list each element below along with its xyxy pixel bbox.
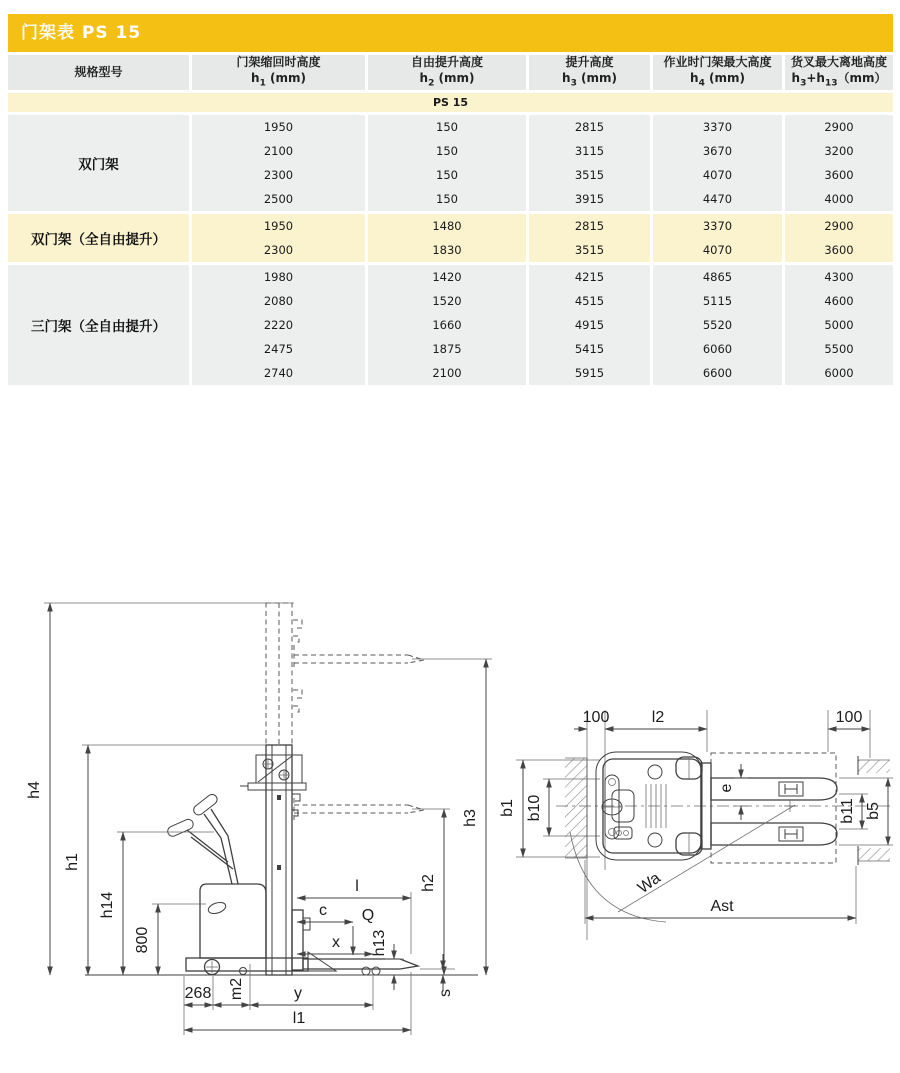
header-row xyxy=(8,55,893,90)
value-cell: 2475 xyxy=(189,337,365,361)
table-row xyxy=(8,211,893,238)
value-cell: 1950 xyxy=(189,211,365,238)
value-cell: 150 xyxy=(365,139,526,163)
dim-h2 xyxy=(412,809,450,975)
value-cell: 4915 xyxy=(526,313,650,337)
col-header-label: 自由提升高度 xyxy=(410,55,483,70)
dim-label-100-left: 100 xyxy=(582,709,610,726)
col-header-spec-model xyxy=(8,55,189,90)
dim-label-100-right: 100 xyxy=(835,709,863,726)
col-header-formula: $h_3+h_{13}(mm)$ xyxy=(791,70,887,89)
value-cell: 5415 xyxy=(526,337,650,361)
dim-c xyxy=(297,902,353,922)
value-cell: 1875 xyxy=(365,337,526,361)
value-cell: 1520 xyxy=(365,289,526,313)
tiller-arm xyxy=(166,792,238,884)
dim-l2 xyxy=(605,709,707,752)
value-cell: 6000 xyxy=(782,361,893,385)
value-cell: 3600 xyxy=(782,238,893,262)
load-outline-dashed xyxy=(711,753,836,863)
dim-ast xyxy=(585,860,856,924)
value-cell: 3115 xyxy=(526,139,650,163)
group-label-triplex-full-free: 三门架（全自由提升） xyxy=(8,262,189,385)
dim-label-h1: h1 xyxy=(64,853,81,871)
value-cell: 1980 xyxy=(189,262,365,289)
value-cell: 3600 xyxy=(782,163,893,187)
mast-spec-table xyxy=(8,55,893,385)
value-cell: 5520 xyxy=(650,313,782,337)
value-cell: 2100 xyxy=(365,361,526,385)
value-cell: 2500 xyxy=(189,187,365,211)
dim-label-h4: h4 xyxy=(26,781,43,799)
col-header-formula: $h_1$ (mm) xyxy=(251,70,306,89)
dim-b10 xyxy=(526,779,600,836)
group-label-duplex: 双门架 xyxy=(8,112,189,211)
load-wheel xyxy=(372,967,380,975)
value-cell: 2900 xyxy=(782,211,893,238)
dim-label-h2: h2 xyxy=(420,874,437,892)
value-cell: 5000 xyxy=(782,313,893,337)
value-cell: 4470 xyxy=(650,187,782,211)
dim-label-s: s xyxy=(437,989,454,997)
col-header-formula: $h_4$ (mm) xyxy=(690,70,745,89)
value-cell: 1660 xyxy=(365,313,526,337)
col-header-label: 作业时门架最大高度 xyxy=(663,55,772,70)
model-name: PS 15 xyxy=(8,90,893,112)
group-label-duplex-full-free: 双门架（全自由提升） xyxy=(8,211,189,262)
value-cell: 4000 xyxy=(782,187,893,211)
dim-label-l2: l2 xyxy=(651,709,665,726)
dim-label-b11: b11 xyxy=(839,798,856,824)
model-row xyxy=(8,90,893,112)
value-cell: 4215 xyxy=(526,262,650,289)
dim-label-y: y xyxy=(294,985,302,1002)
dim-x xyxy=(297,934,373,954)
dim-label-c: c xyxy=(319,902,327,919)
value-cell: 3915 xyxy=(526,187,650,211)
value-cell: 2815 xyxy=(526,211,650,238)
dim-label-m2: m2 xyxy=(228,977,245,1001)
col-header-label: 货叉最大离地高度 xyxy=(790,55,887,70)
dim-label-q: Q xyxy=(361,907,375,924)
col-header-h4 xyxy=(650,55,782,90)
dim-label-l: l xyxy=(355,878,359,895)
col-header-h3h13 xyxy=(782,55,893,90)
value-cell: 2740 xyxy=(189,361,365,385)
col-header-h2 xyxy=(365,55,526,90)
value-cell: 6600 xyxy=(650,361,782,385)
dim-h1 xyxy=(64,745,266,975)
dim-label-l1: l1 xyxy=(292,1010,306,1027)
dim-h13 xyxy=(371,930,404,990)
value-cell: 2815 xyxy=(526,112,650,139)
dim-800 xyxy=(134,904,206,975)
left-wall xyxy=(565,758,587,858)
dim-label-b1: b1 xyxy=(499,799,516,817)
value-cell: 3370 xyxy=(650,112,782,139)
value-cell: 2080 xyxy=(189,289,365,313)
fork-raised-h2-dashed xyxy=(294,798,424,822)
value-cell: 2300 xyxy=(189,238,365,262)
value-cell: 4600 xyxy=(782,289,893,313)
dim-label-800: 800 xyxy=(134,926,151,954)
mast-raised-dashed xyxy=(266,603,302,745)
dim-label-h14: h14 xyxy=(99,891,116,919)
dim-h14 xyxy=(99,832,214,975)
dim-label-b5: b5 xyxy=(865,802,882,820)
dim-h4 xyxy=(26,603,294,975)
value-cell: 3370 xyxy=(650,211,782,238)
value-cell: 150 xyxy=(365,112,526,139)
fork-raised-h3-dashed xyxy=(294,645,424,669)
dim-label-268: 268 xyxy=(184,985,212,1002)
turning-radius-wa xyxy=(570,800,796,922)
value-cell: 5915 xyxy=(526,361,650,385)
page-title: 门架表 PS 15 xyxy=(21,23,142,43)
top-view-drawing xyxy=(499,709,893,940)
dim-label-e: e xyxy=(718,783,735,793)
dim-e xyxy=(718,764,748,820)
col-header-label: 提升高度 xyxy=(565,55,614,70)
value-cell: 3200 xyxy=(782,139,893,163)
value-cell: 5500 xyxy=(782,337,893,361)
value-cell: 2100 xyxy=(189,139,365,163)
dim-h3 xyxy=(412,659,492,975)
value-cell: 6060 xyxy=(650,337,782,361)
value-cell: 150 xyxy=(365,163,526,187)
col-header-formula: $h_3$ (mm) xyxy=(562,70,617,89)
value-cell: 4070 xyxy=(650,238,782,262)
value-cell: 3670 xyxy=(650,139,782,163)
dim-label-h13: h13 xyxy=(371,929,388,957)
col-header-h1 xyxy=(189,55,365,90)
col-header-h3 xyxy=(526,55,650,90)
mast-carriage xyxy=(240,755,306,816)
col-header-label: 规格型号 xyxy=(74,64,123,79)
dim-label-h3: h3 xyxy=(462,809,479,827)
value-cell: 2220 xyxy=(189,313,365,337)
dim-b11 xyxy=(839,794,868,829)
title-bar xyxy=(8,14,893,52)
value-cell: 3515 xyxy=(526,163,650,187)
dim-label-wa: Wa xyxy=(634,869,664,898)
value-cell: 150 xyxy=(365,187,526,211)
value-cell: 1830 xyxy=(365,238,526,262)
value-cell: 1480 xyxy=(365,211,526,238)
value-cell: 5115 xyxy=(650,289,782,313)
dim-label-x: x xyxy=(332,934,340,951)
value-cell: 4300 xyxy=(782,262,893,289)
tiller-top-view xyxy=(602,775,622,839)
col-header-label: 门架缩回时高度 xyxy=(236,55,321,70)
side-view-drawing xyxy=(26,603,492,1035)
value-cell: 1420 xyxy=(365,262,526,289)
value-cell: 2300 xyxy=(189,163,365,187)
col-header-formula: $h_2$ (mm) xyxy=(419,70,475,89)
value-cell: 4865 xyxy=(650,262,782,289)
dimension-drawings xyxy=(0,560,900,1073)
fork-lowered xyxy=(292,910,418,975)
value-cell: 4070 xyxy=(650,163,782,187)
value-cell: 3515 xyxy=(526,238,650,262)
dim-l xyxy=(297,878,411,954)
dim-label-b10: b10 xyxy=(526,794,543,822)
dim-right-100 xyxy=(828,709,870,758)
value-cell: 2900 xyxy=(782,112,893,139)
load-wheel xyxy=(362,967,370,975)
mast xyxy=(266,745,292,975)
value-cell: 4515 xyxy=(526,289,650,313)
table-row xyxy=(8,112,893,139)
dim-label-ast: Ast xyxy=(710,898,734,915)
value-cell: 1950 xyxy=(189,112,365,139)
table-row xyxy=(8,262,893,289)
